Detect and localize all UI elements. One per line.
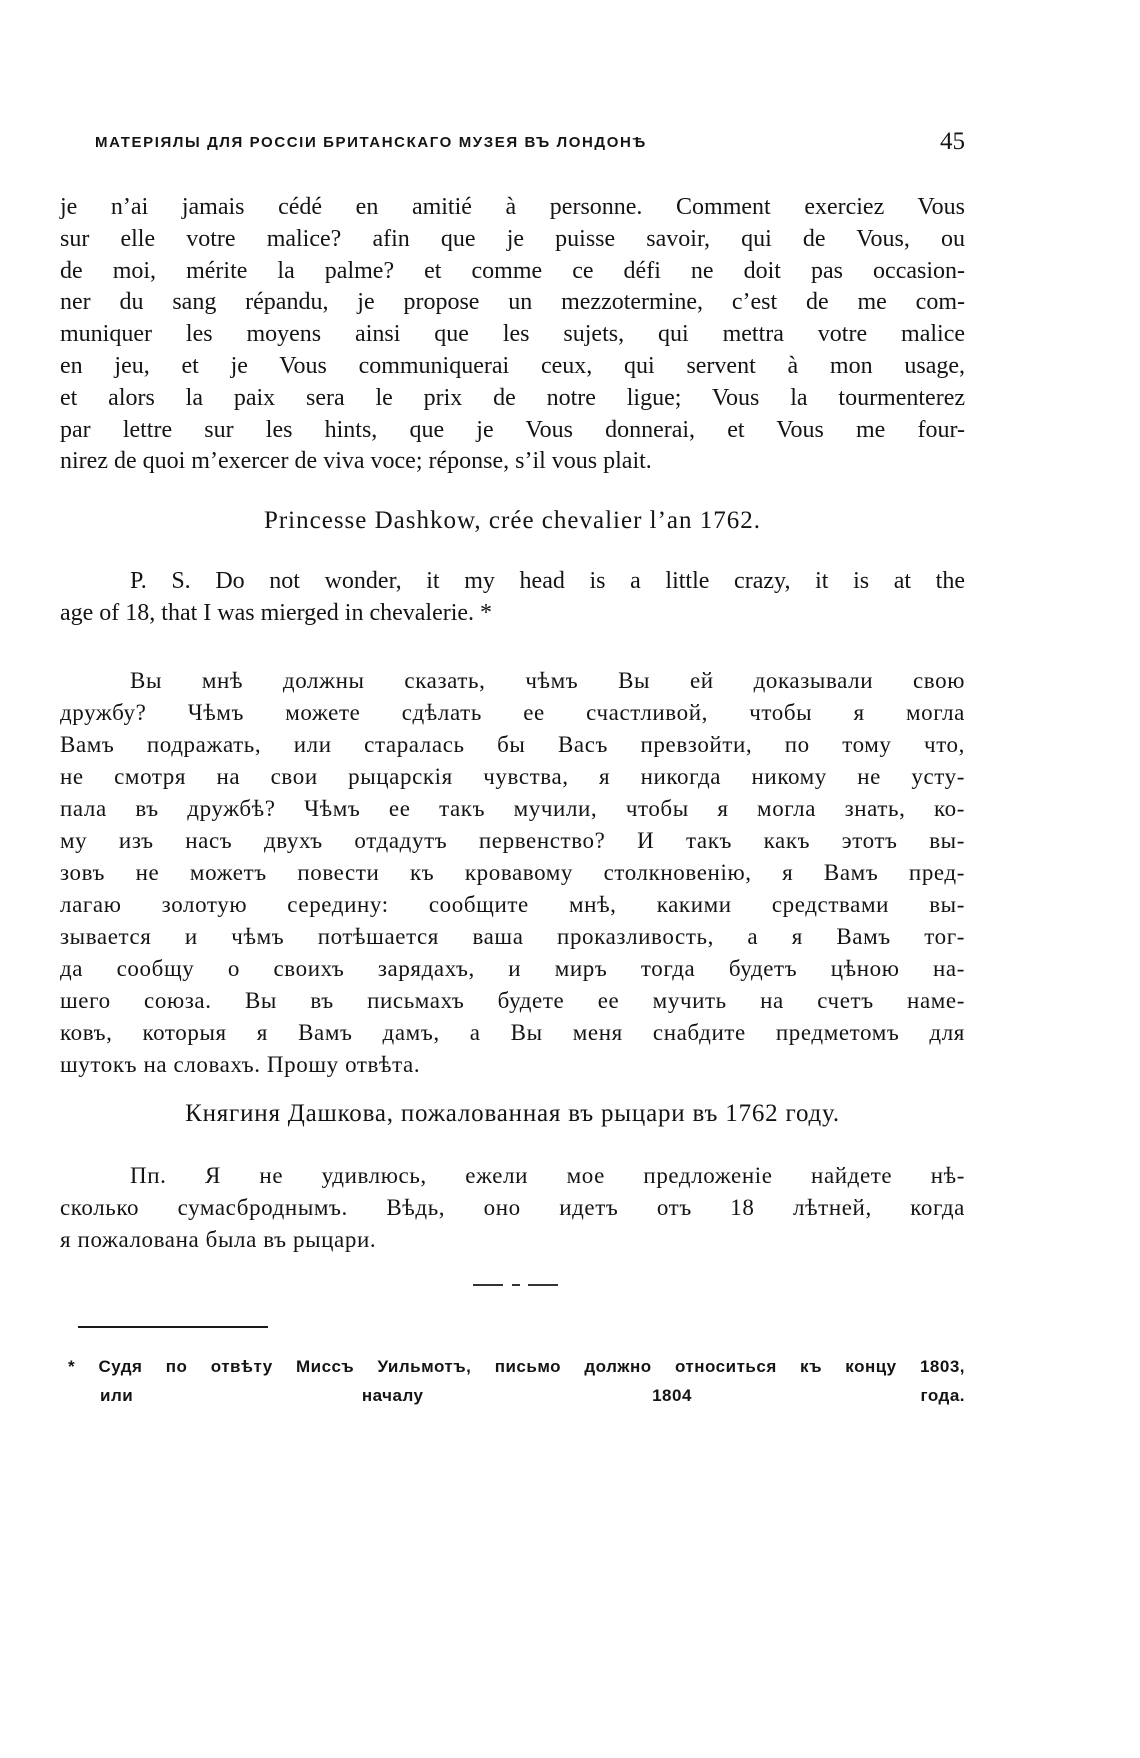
russian-signature: Княгиня Дашкова, пожалованная въ рыцари въ 1762 году. (185, 1100, 840, 1127)
text-line: Вы мнѣ должны сказать, чѣмъ Вы ей доказывали свою (130, 668, 965, 693)
text-line: я пожалована была въ рыцари. (60, 1227, 377, 1252)
text-line: пала въ дружбѣ? Чѣмъ ее такъ мучили, чтобы я могла знать, ко- (60, 796, 965, 821)
text-line: je n’ai jamais cédé en amitié à personne. Comment exerciez Vous (60, 194, 965, 220)
text-line: му изъ насъ двухъ отдадутъ первенство? И такъ какъ этотъ вы- (60, 828, 965, 853)
footnote-line: или началу 1804 года. (100, 1386, 965, 1405)
text-line: muniquer les moyens ainsi que les sujets, qui mettra votre malice (60, 321, 965, 348)
french-postscript (60, 566, 965, 630)
section-divider (528, 1284, 558, 1286)
text-line: шего союза. Вы въ письмахъ будете ее мучить на счетъ наме- (60, 988, 965, 1013)
text-line: лагаю золотую середину: сообщите мнѣ, какими средствами вы- (60, 892, 965, 917)
text-line: age of 18, that I was mierged in chevalerie. * (60, 599, 493, 626)
text-line: de moi, mérite la palme? et comme ce défi ne doit pas occasion- (60, 257, 965, 284)
russian-postscript (60, 1160, 965, 1256)
french-letter-text (60, 192, 965, 478)
text-line: не смотря на свои рыцарскія чувства, я никогда никому не усту- (60, 764, 965, 789)
text-line: да сообщу о своихъ зарядахъ, и миръ тогда будетъ цѣною на- (60, 956, 965, 981)
footnote-line: * Судя по отвѣту Миссъ Уильмотъ, письмо должно относиться къ концу 1803, (68, 1357, 965, 1376)
text-line: зывается и чѣмъ потѣшается ваша проказливость, а я Вамъ тог- (60, 924, 965, 949)
page-header (95, 128, 965, 158)
text-line: шутокъ на словахъ. Прошу отвѣта. (60, 1052, 421, 1077)
french-signature: Princesse Dashkow, crée chevalier l’an 1762. (263, 507, 762, 534)
text-line: ner du sang répandu, je propose un mezzotermine, c’est de me com- (60, 289, 965, 316)
text-line: et alors la paix sera le prix de notre ligue; Vous la tourmenterez (60, 384, 965, 411)
footnote (68, 1352, 965, 1410)
text-line: par lettre sur les hints, que je Vous donnerai, et Vous me four- (60, 416, 965, 443)
section-divider (512, 1284, 520, 1286)
text-line: Пп. Я не удивлюсь, ежели мое предложеніе найдете нѣ- (130, 1163, 965, 1188)
text-line: дружбу? Чѣмъ можете сдѣлать ее счастливой, чтобы я могла (60, 700, 965, 725)
russian-translation-text (60, 665, 965, 1081)
text-line: ковъ, которыя я Вамъ дамъ, а Вы меня снабдите предметомъ для (60, 1020, 965, 1045)
text-line: P. S. Do not wonder, it my head is a little crazy, it is at the (130, 568, 965, 594)
running-title: МАТЕРІЯЛЫ ДЛЯ РОССІИ БРИТАНСКАГО МУЗЕЯ ВЪ ЛОНДОНѢ (95, 134, 648, 151)
text-line: en jeu, et je Vous communiquerai ceux, qui servent à mon usage, (60, 352, 965, 379)
footnote-rule (78, 1326, 268, 1328)
page-number: 45 (940, 128, 965, 155)
text-line: nirez de quoi m’exercer de viva voce; réponse, s’il vous plait. (60, 448, 652, 475)
text-line: Вамъ подражать, или старалась бы Васъ превзойти, по тому что, (60, 732, 965, 757)
text-line: сколько сумасброднымъ. Вѣдь, оно идетъ отъ 18 лѣтней, когда (60, 1195, 965, 1220)
section-divider (473, 1284, 503, 1286)
text-line: зовъ не можетъ повести къ кровавому столкновенію, я Вамъ пред- (60, 860, 965, 885)
text-line: sur elle votre malice? afin que je puisse savoir, qui de Vous, ou (60, 225, 965, 252)
